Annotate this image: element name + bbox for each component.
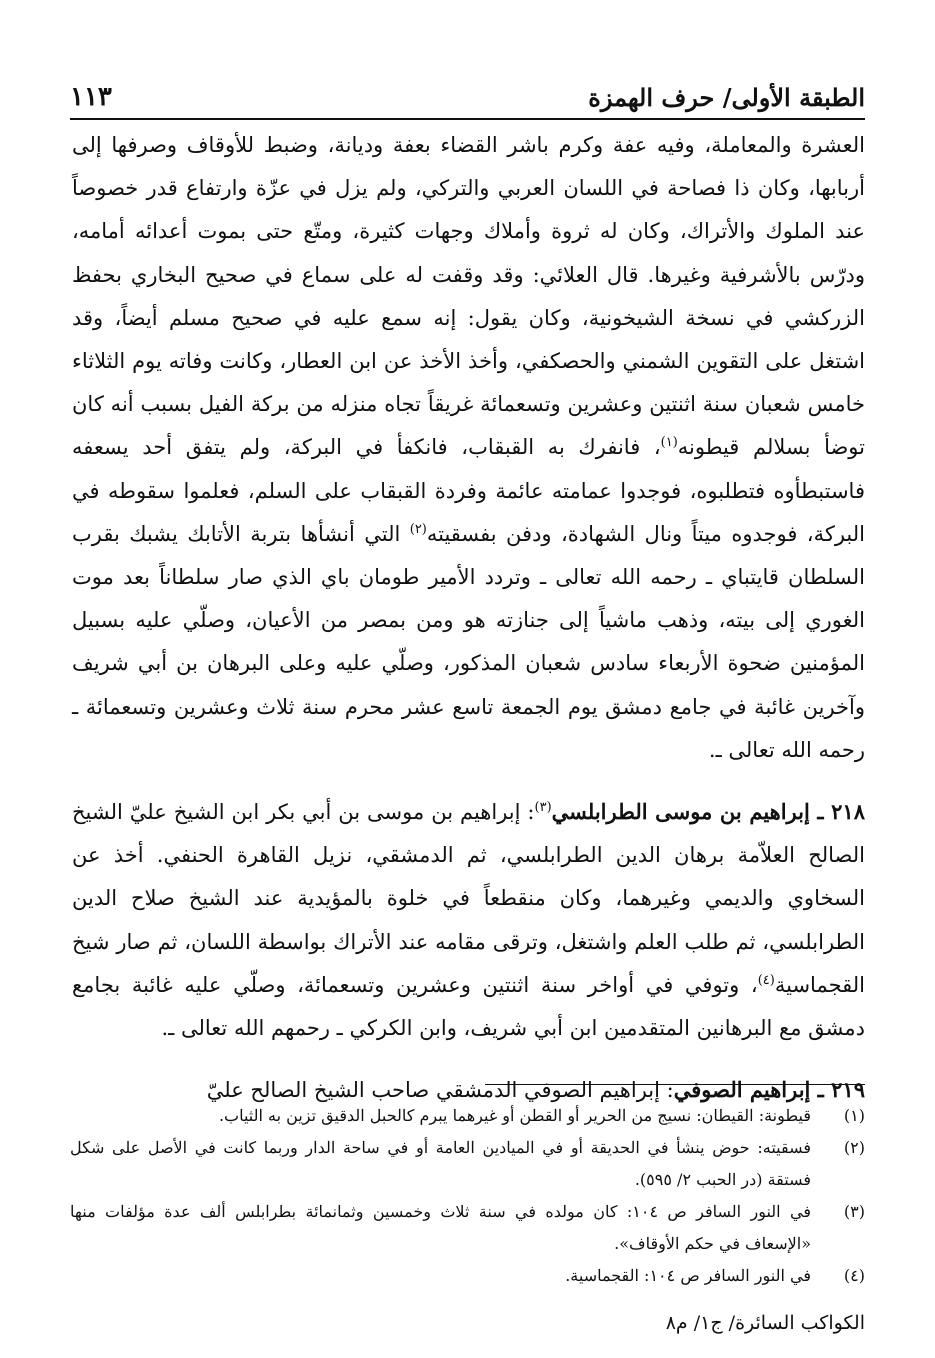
text-run: العشرة والمعاملة، وفيه عفة وكرم باشر القضاء بعفة وديانة، وضبط للأوقاف وصرفها إلى أربابها، وكان ذا فصاحة في اللسان العربي والتركي، ولم يزل في عزّة وارتفاع قدر خصوصاً عند الملوك والأتراك، وكان له ثروة وأملاك وجهات كثيرة، ومتّع حتى بموت أعدائه أمامه، ودرّس بالأشرفية وغيرها. قال العلائي: وقد وقفت له على سماع في صحيح البخاري بحفظ الزركشي في نسخة الشيخونية، وكان يقول: إنه سمع عليه في صحيح مسلم أيضاً، وقد اشتغل على التقوين الشمني والحصكفي، وأخذ الأخذ عن ابن العطار، وكانت وفاته يوم الثلاثاء خامس شعبان سنة اثنتين وعشرين وتسعمائة غريقاً تجاه منزله من بركة الفيل بسبب أنه كان توضأ بسلالم قيطونه xyxy=(72,133,866,460)
footnote-text: في النور السافر ص ١٠٤: القجماسية. xyxy=(565,1266,811,1285)
footnote-ref-3[interactable]: (٣) xyxy=(534,800,552,816)
text-run: : إبراهيم بن موسى بن أبي بكر ابن الشيخ عليّ الشيخ الصالح العلاّمة برهان الدين الطرابلسي، ثم الدمشقي، نزيل القاهرة الحنفي. أخذ عن السخاوي والديمي وغيرهما، وكان منقطعاً في خلوة بالمؤيدية عند الشيخ صلاح الدين الطرابلسي، ثم طلب العلم واشتغل، وترقى مقامه عند الأتراك بواسطة اللسان، ثم صار شيخ القجماسية xyxy=(72,800,865,997)
text-run: : إبراهيم الصوفي الدمشقي صاحب الشيخ الصالح عليّ xyxy=(206,1078,674,1103)
footnote-1 xyxy=(70,1100,865,1132)
page-header xyxy=(70,62,865,112)
page-number: ١١٣ xyxy=(70,82,112,112)
footnote-number: (٤) xyxy=(843,1266,865,1285)
paragraph-continuation xyxy=(72,124,865,772)
footnote-ref-4[interactable]: (٤) xyxy=(757,972,775,988)
footnotes xyxy=(70,1100,865,1292)
footnote-number: (٣) xyxy=(843,1202,865,1221)
entry-219-heading: ٢١٩ ـ إبراهيم الصوفي xyxy=(673,1077,865,1103)
running-title: الطبقة الأولى/ حرف الهمزة xyxy=(588,83,865,112)
footnote-4 xyxy=(70,1260,865,1292)
signature-mark: الكواكب السائرة/ ج١/ م٨ xyxy=(665,1312,865,1334)
footnote-number: (١) xyxy=(843,1106,865,1125)
text-run: ، فانفرك به القبقاب، فانكفأ في البركة، ولم يتفق أحد يسعفه فاستبطأوه فتطلبوه، فوجدوا عمامته عائمة وفردة القبقاب على السلم، فعلموا سقوطه في البركة، فوجدوه ميتاً ونال الشهادة، ودفن بفسقيته xyxy=(72,435,865,546)
footnote-text: فسقيته: حوض ينشأ في الحديقة أو في الميادين العامة أو في ساحة الدار وربما كانت في الأصل على شكل فستقة (در الحبب ٢/ ٥٩٥). xyxy=(70,1138,811,1189)
footnote-ref-1[interactable]: (١) xyxy=(660,435,678,451)
footnote-text: في النور السافر ص ١٠٤: كان مولده في سنة ثلاث وخمسين وثمانمائة بطرابلس ألف عدة مؤلفات منها «الإسعاف في حكم الأوقاف». xyxy=(70,1202,811,1253)
text-run: ، وتوفي في أواخر سنة اثنتين وعشرين وتسعمائة، وصلّي عليه غائبة بجامع دمشق مع البرهانين المتقدمين ابن أبي شريف، وابن الكركي ـ رحمهم الله تعالى ـ. xyxy=(72,972,865,1041)
footnote-2 xyxy=(70,1132,865,1196)
footnote-3 xyxy=(70,1196,865,1260)
entry-218 xyxy=(72,790,865,1050)
header-rule xyxy=(70,118,865,120)
footnote-number: (٢) xyxy=(843,1138,865,1157)
footnote-rule xyxy=(485,1084,865,1085)
entry-218-heading: ٢١٨ ـ إبراهيم بن موسى الطرابلسي xyxy=(551,799,865,825)
footnote-ref-2[interactable]: (٢) xyxy=(409,521,427,537)
text-run: التي أنشأها بتربة الأتابك يشبك بقرب السلطان قايتباي ـ رحمه الله تعالى ـ وتردد الأمير طومان باي الذي صار سلطاناً بعد موت الغوري إلى بيته، وذهب ماشياً إلى جنازته هو ومن بمصر من الأعيان، وصلّي عليه بسبيل المؤمنين ضحوة الأربعاء سادس شعبان المذكور، وصلّي عليه وعلى البرهان بن أبي شريف وآخرين غائبة في جامع دمشق يوم الجمعة تاسع عشر محرم سنة ثلاث وعشرين وتسعمائة ـ رحمه الله تعالى ـ. xyxy=(72,521,865,762)
body-text xyxy=(72,124,865,1112)
footnote-text: قيطونة: القيطان: نسيج من الحرير أو القطن أو غيرهما يبرم كالحبل الدقيق تزين به الثياب. xyxy=(218,1106,811,1125)
